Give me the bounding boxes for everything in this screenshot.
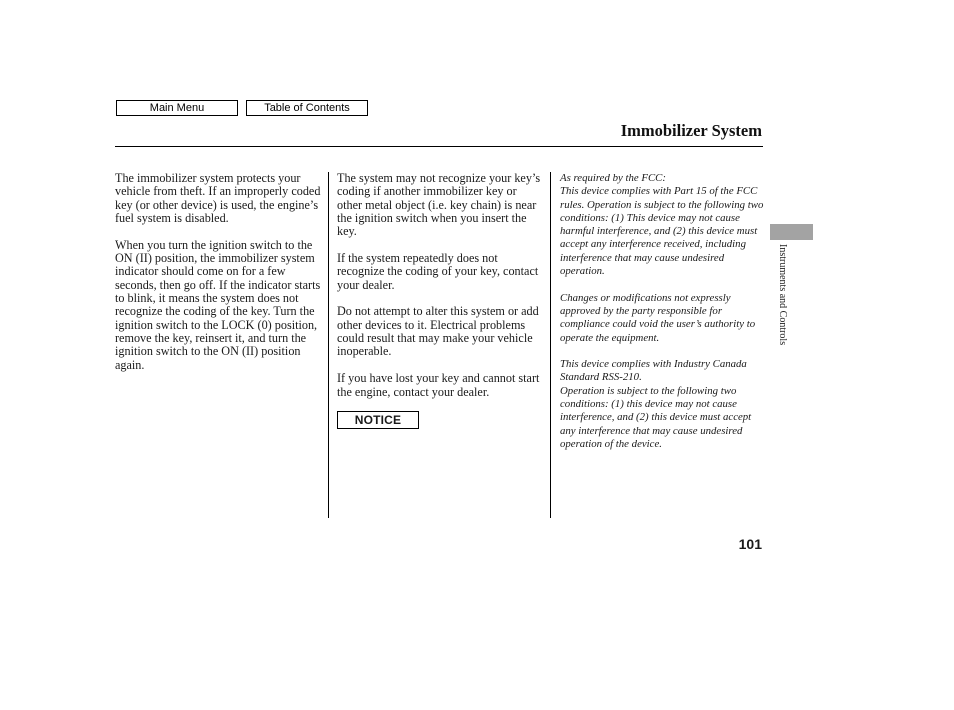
column-divider-left <box>328 172 329 518</box>
paragraph-contact-dealer: If the system repeatedly does not recognize the coding of your key, contact your dealer. <box>337 251 539 292</box>
paragraph-lost-key: If you have lost your key and cannot start the engine, contact your dealer. <box>337 371 540 399</box>
page-title: Immobilizer System <box>620 121 762 140</box>
paragraph-indicator-behavior: When you turn the ignition switch to the ON (II) position, the immobilizer system indicator should come on for a few seconds, then go off. If the indicator starts to blink, it means the system does not recognize the coding of the key. Turn the ignition switch to the LOCK (0) position, remove the key, reinsert it, and turn the ignition switch to the ON (II) position again. <box>115 237 321 372</box>
section-tab-marker <box>770 224 813 240</box>
section-tab-label: Instruments and Controls <box>777 244 788 346</box>
paragraph-do-not-alter: Do not attempt to alter this system or add other devices to it. Electrical problems could result that may make your vehicle inoperable. <box>337 304 539 359</box>
table-of-contents-button[interactable]: Table of Contents <box>246 100 368 116</box>
page-number: 101 <box>738 536 762 552</box>
notice-badge: NOTICE <box>337 411 419 429</box>
changes-warning: Changes or modifications not expressly approved by the party responsible for compliance could void the user’s authority to operate the equipment. <box>560 291 756 344</box>
industry-canada-heading: This device complies with Industry Canada Standard RSS-210. <box>560 358 747 384</box>
column-right-regulatory <box>560 172 766 465</box>
fcc-body: This device complies with Part 15 of the FCC rules. Operation is subject to the following two conditions: (1) This device may not cause harmful interference, and (2) this device must accept any interference received, including interference that may cause undesired operation. <box>560 185 764 278</box>
fcc-heading: As required by the FCC: <box>560 172 666 184</box>
main-menu-button[interactable]: Main Menu <box>116 100 238 116</box>
industry-canada-statement <box>560 358 766 451</box>
column-middle <box>337 172 543 412</box>
paragraph-key-coding: The system may not recognize your key’s coding if another immobilizer key or other metal object (i.e. key chain) is near the ignition switch when you insert the key. <box>337 171 541 239</box>
column-divider-right <box>550 172 551 518</box>
title-divider <box>115 146 763 147</box>
column-left <box>115 172 321 386</box>
industry-canada-body: Operation is subject to the following two conditions: (1) this device may not cause interference, and (2) this device must accept any interference that may cause undesired operation of the device. <box>560 384 752 450</box>
fcc-statement <box>560 172 766 278</box>
paragraph-immobilizer-intro: The immobilizer system protects your vehicle from theft. If an improperly coded key (or other device) is used, the engine’s fuel system is disabled. <box>115 171 321 226</box>
